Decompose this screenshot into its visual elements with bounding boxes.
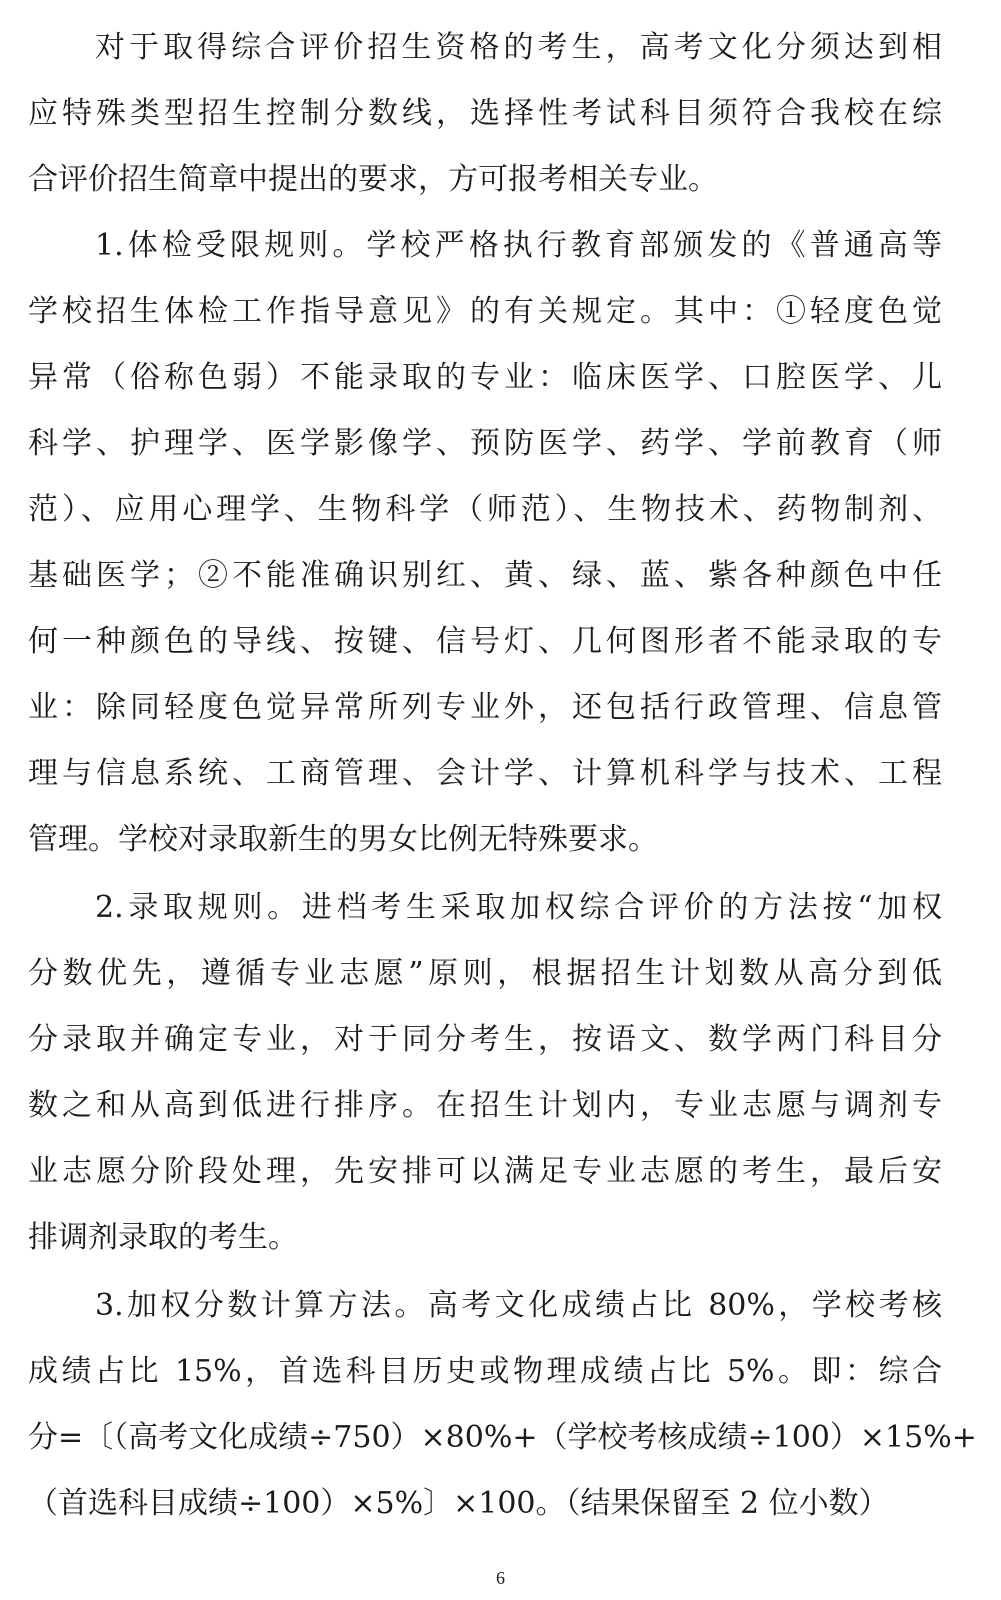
- page-number: 6: [496, 1568, 505, 1588]
- paragraph-3-line-2: 分数优先，遵循专业志愿”原则，根据招生计划数从高分到低: [28, 956, 942, 991]
- paragraph-4-line-3: 分=〔（高考文化成绩÷750）×80%+（学校考核成绩÷100）×15%+: [28, 1420, 977, 1455]
- paragraph-1-line-2: 应特殊类型招生控制分数线，选择性考试科目须符合我校在综: [28, 96, 942, 131]
- paragraph-3-line-1: 2.录取规则。进档考生采取加权综合评价的方法按“加权: [95, 890, 942, 925]
- paragraph-2-line-3: 异常（俗称色弱）不能录取的专业：临床医学、口腔医学、儿: [28, 360, 942, 395]
- paragraph-3-line-5: 业志愿分阶段处理，先安排可以满足专业志愿的考生，最后安: [28, 1154, 942, 1189]
- paragraph-2-line-7: 何一种颜色的导线、按键、信号灯、几何图形者不能录取的专: [28, 624, 942, 659]
- paragraph-3-line-6: 排调剂录取的考生。: [28, 1220, 298, 1255]
- paragraph-4-line-1: 3.加权分数计算方法。高考文化成绩占比 80%，学校考核: [95, 1288, 942, 1323]
- paragraph-2-line-5: 范）、应用心理学、生物科学（师范）、生物技术、药物制剂、: [28, 492, 942, 527]
- paragraph-2-line-2: 学校招生体检工作指导意见》的有关规定。其中：①轻度色觉: [28, 294, 942, 329]
- paragraph-2-line-4: 科学、护理学、医学影像学、预防医学、药学、学前教育（师: [28, 426, 942, 461]
- paragraph-2-line-6: 基础医学；②不能准确识别红、黄、绿、蓝、紫各种颜色中任: [28, 558, 942, 593]
- paragraph-3-line-3: 分录取并确定专业，对于同分考生，按语文、数学两门科目分: [28, 1022, 942, 1057]
- paragraph-2-line-9: 理与信息系统、工商管理、会计学、计算机科学与技术、工程: [28, 756, 942, 791]
- paragraph-2-line-10: 管理。学校对录取新生的男女比例无特殊要求。: [28, 822, 658, 857]
- paragraph-1-line-3: 合评价招生简章中提出的要求，方可报考相关专业。: [28, 162, 718, 197]
- paragraph-4-line-4: （首选科目成绩÷100）×5%〕×100。（结果保留至 2 位小数）: [28, 1486, 889, 1521]
- paragraph-2-line-1: 1.体检受限规则。学校严格执行教育部颁发的《普通高等: [95, 228, 942, 263]
- paragraph-2-line-8: 业：除同轻度色觉异常所列专业外，还包括行政管理、信息管: [28, 690, 942, 725]
- paragraph-1-line-1: 对于取得综合评价招生资格的考生，高考文化分须达到相: [95, 30, 942, 65]
- paragraph-3-line-4: 数之和从高到低进行排序。在招生计划内，专业志愿与调剂专: [28, 1088, 942, 1123]
- paragraph-4-line-2: 成绩占比 15%，首选科目历史或物理成绩占比 5%。即：综合: [28, 1354, 942, 1389]
